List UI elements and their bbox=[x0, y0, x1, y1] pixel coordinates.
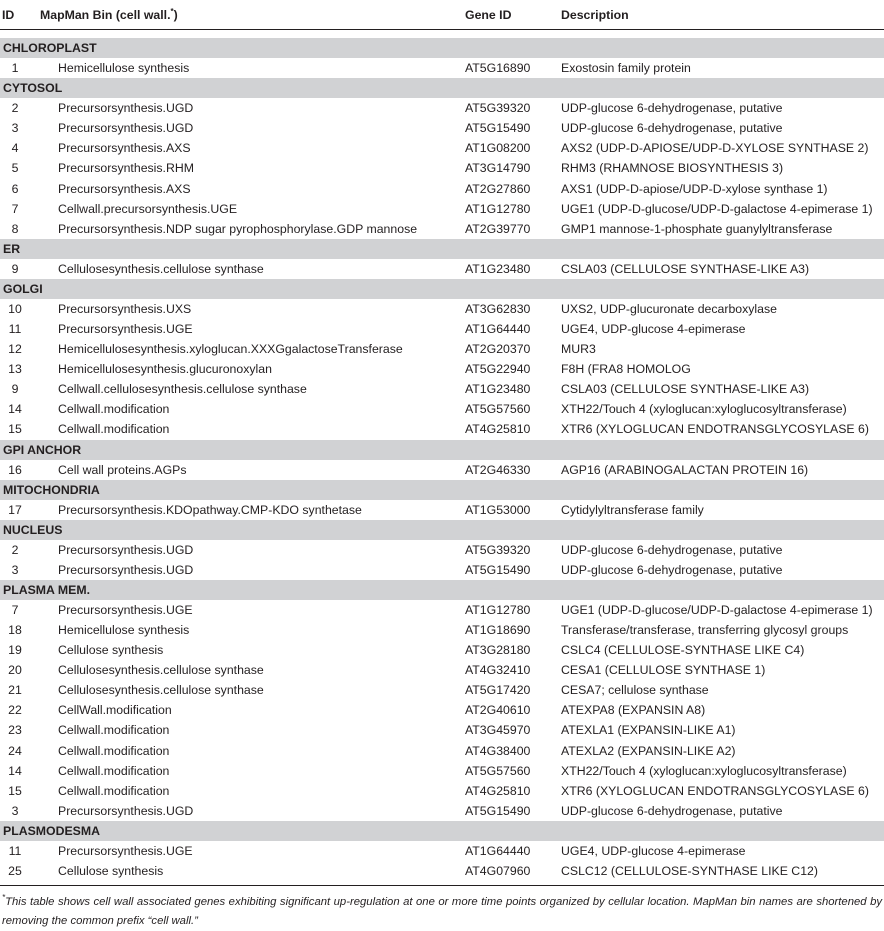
table-row bbox=[0, 98, 884, 118]
row-mapman-bin: Hemicellulose synthesis bbox=[58, 623, 190, 638]
row-description: XTH22/Touch 4 (xyloglucan:xyloglucosyltransferase) bbox=[561, 402, 847, 417]
table-row bbox=[0, 259, 884, 279]
table-row bbox=[0, 801, 884, 821]
row-mapman-bin: Hemicellulosesynthesis.xyloglucan.XXXGgalactoseTransferase bbox=[58, 342, 403, 357]
row-mapman-bin: Cellwall.cellulosesynthesis.cellulose synthase bbox=[58, 382, 307, 397]
row-id: 17 bbox=[8, 502, 22, 517]
footnote-marker: * bbox=[2, 893, 6, 903]
section-label: NUCLEUS bbox=[0, 520, 884, 540]
row-id: 3 bbox=[11, 803, 19, 818]
row-mapman-bin: Cellulosesynthesis.cellulose synthase bbox=[58, 261, 264, 276]
row-gene-id: AT4G25810 bbox=[465, 783, 531, 798]
table-row bbox=[0, 841, 884, 861]
footnote-marker: * bbox=[170, 6, 174, 16]
header-id: ID bbox=[0, 0, 30, 30]
row-mapman-bin: Precursorsynthesis.UGD bbox=[58, 121, 194, 136]
row-id: 9 bbox=[11, 261, 19, 276]
row-description: UGE4, UDP-glucose 4-epimerase bbox=[561, 321, 746, 336]
row-gene-id: AT1G53000 bbox=[465, 502, 531, 517]
row-description: UGE1 (UDP-D-glucose/UDP-D-galactose 4-epimerase 1) bbox=[561, 201, 873, 216]
table-row bbox=[0, 299, 884, 319]
spacer-row bbox=[0, 30, 884, 39]
row-mapman-bin: Cellwall.modification bbox=[58, 783, 170, 798]
section-label: ER bbox=[0, 239, 884, 259]
row-gene-id: AT5G15490 bbox=[465, 803, 531, 818]
row-gene-id: AT5G16890 bbox=[465, 61, 531, 76]
row-mapman-bin: Cellwall.modification bbox=[58, 743, 170, 758]
table-row bbox=[0, 600, 884, 620]
row-gene-id: AT5G22940 bbox=[465, 362, 531, 377]
row-description: UDP-glucose 6-dehydrogenase, putative bbox=[561, 803, 783, 818]
row-description: ATEXLA1 (EXPANSIN-LIKE A1) bbox=[561, 723, 736, 738]
row-id: 2 bbox=[11, 542, 19, 557]
row-description: CESA1 (CELLULOSE SYNTHASE 1) bbox=[561, 663, 766, 678]
table-row bbox=[0, 319, 884, 339]
row-gene-id: AT5G17420 bbox=[465, 683, 531, 698]
row-mapman-bin: Precursorsynthesis.UGE bbox=[58, 321, 193, 336]
row-gene-id: AT4G38400 bbox=[465, 743, 531, 758]
section-row bbox=[0, 440, 884, 460]
table-header bbox=[0, 0, 884, 30]
row-id: 20 bbox=[8, 663, 22, 678]
row-id: 13 bbox=[8, 362, 22, 377]
row-description: CSLA03 (CELLULOSE SYNTHASE-LIKE A3) bbox=[561, 382, 810, 397]
row-mapman-bin: Precursorsynthesis.AXS bbox=[58, 141, 191, 156]
row-description: Transferase/transferase, transferring glycosyl groups bbox=[561, 623, 849, 638]
row-gene-id: AT2G46330 bbox=[465, 462, 531, 477]
row-id: 4 bbox=[11, 141, 19, 156]
row-id: 2 bbox=[11, 101, 19, 116]
table-row bbox=[0, 720, 884, 740]
header-description: Description bbox=[561, 0, 884, 30]
row-mapman-bin: Cellulose synthesis bbox=[58, 864, 164, 879]
section-label: CHLOROPLAST bbox=[0, 38, 884, 58]
row-id: 19 bbox=[8, 643, 22, 658]
table-row bbox=[0, 640, 884, 660]
row-description: F8H (FRA8 HOMOLOG bbox=[561, 362, 691, 377]
row-id: 18 bbox=[8, 623, 22, 638]
spacer-cell bbox=[0, 30, 884, 39]
row-gene-id: AT3G62830 bbox=[465, 301, 531, 316]
row-mapman-bin: Cellwall.modification bbox=[58, 763, 170, 778]
row-description: XTR6 (XYLOGLUCAN ENDOTRANSGLYCOSYLASE 6) bbox=[561, 422, 869, 437]
row-mapman-bin: Cellulose synthesis bbox=[58, 643, 164, 658]
table-row bbox=[0, 620, 884, 640]
section-row bbox=[0, 78, 884, 98]
row-id: 7 bbox=[11, 201, 19, 216]
row-mapman-bin: Cellwall.modification bbox=[58, 402, 170, 417]
section-row bbox=[0, 580, 884, 600]
row-description: Exostosin family protein bbox=[561, 61, 691, 76]
row-description: GMP1 mannose-1-phosphate guanylyltransferase bbox=[561, 221, 833, 236]
section-label: PLASMA MEM. bbox=[0, 580, 884, 600]
row-gene-id: AT4G32410 bbox=[465, 663, 531, 678]
table-row bbox=[0, 680, 884, 700]
row-description: AXS1 (UDP-D-apiose/UDP-D-xylose synthase 1) bbox=[561, 181, 828, 196]
row-description: XTR6 (XYLOGLUCAN ENDOTRANSGLYCOSYLASE 6) bbox=[561, 783, 869, 798]
section-row bbox=[0, 239, 884, 259]
table-row bbox=[0, 660, 884, 680]
header-row bbox=[0, 0, 884, 30]
table-row bbox=[0, 741, 884, 761]
row-description: UGE4, UDP-glucose 4-epimerase bbox=[561, 843, 746, 858]
section-row bbox=[0, 279, 884, 299]
row-id: 22 bbox=[8, 703, 22, 718]
row-gene-id: AT1G08200 bbox=[465, 141, 531, 156]
section-row bbox=[0, 520, 884, 540]
row-mapman-bin: Cell wall proteins.AGPs bbox=[58, 462, 187, 477]
row-id: 11 bbox=[8, 321, 22, 336]
row-gene-id: AT3G45970 bbox=[465, 723, 531, 738]
row-mapman-bin: Cellwall.modification bbox=[58, 723, 170, 738]
row-mapman-bin: Precursorsynthesis.UGD bbox=[58, 562, 194, 577]
table-row bbox=[0, 219, 884, 239]
row-id: 10 bbox=[8, 301, 22, 316]
row-id: 21 bbox=[8, 683, 22, 698]
section-label: GOLGI bbox=[0, 279, 884, 299]
section-row bbox=[0, 480, 884, 500]
table-row bbox=[0, 339, 884, 359]
row-gene-id: AT4G07960 bbox=[465, 864, 531, 879]
row-id: 3 bbox=[11, 562, 19, 577]
row-description: UDP-glucose 6-dehydrogenase, putative bbox=[561, 562, 783, 577]
table-row bbox=[0, 379, 884, 399]
row-id: 25 bbox=[8, 864, 22, 879]
row-gene-id: AT1G12780 bbox=[465, 602, 531, 617]
row-gene-id: AT5G15490 bbox=[465, 562, 531, 577]
row-mapman-bin: Precursorsynthesis.AXS bbox=[58, 181, 191, 196]
header-bin-label: MapMan Bin (cell wall. bbox=[40, 7, 171, 22]
footnote bbox=[0, 885, 884, 931]
table-row bbox=[0, 118, 884, 138]
section-label: MITOCHONDRIA bbox=[0, 480, 884, 500]
row-gene-id: AT3G14790 bbox=[465, 161, 531, 176]
table-row bbox=[0, 500, 884, 520]
row-mapman-bin: CellWall.modification bbox=[58, 703, 172, 718]
row-id: 12 bbox=[8, 342, 22, 357]
row-description: UXS2, UDP-glucuronate decarboxylase bbox=[561, 301, 777, 316]
row-id: 15 bbox=[8, 422, 22, 437]
table-row bbox=[0, 540, 884, 560]
row-mapman-bin: Precursorsynthesis.NDP sugar pyrophosphorylase.GDP mannose bbox=[58, 221, 418, 236]
header-mapman-bin bbox=[30, 0, 465, 30]
row-gene-id: AT2G27860 bbox=[465, 181, 531, 196]
row-gene-id: AT5G57560 bbox=[465, 402, 531, 417]
table-row bbox=[0, 419, 884, 439]
section-label: GPI ANCHOR bbox=[0, 440, 884, 460]
row-id: 9 bbox=[11, 382, 19, 397]
row-description: AGP16 (ARABINOGALACTAN PROTEIN 16) bbox=[561, 462, 809, 477]
row-id: 11 bbox=[8, 843, 22, 858]
row-gene-id: AT2G39770 bbox=[465, 221, 531, 236]
row-id: 7 bbox=[11, 602, 19, 617]
row-mapman-bin: Precursorsynthesis.UGD bbox=[58, 101, 194, 116]
row-mapman-bin: Cellwall.precursorsynthesis.UGE bbox=[58, 201, 238, 216]
section-label: PLASMODESMA bbox=[0, 821, 884, 841]
table-row bbox=[0, 158, 884, 178]
row-gene-id: AT5G39320 bbox=[465, 542, 531, 557]
header-bin-close: ) bbox=[173, 7, 178, 22]
row-description: CSLC12 (CELLULOSE-SYNTHASE LIKE C12) bbox=[561, 864, 818, 879]
row-gene-id: AT1G18690 bbox=[465, 623, 531, 638]
row-gene-id: AT1G64440 bbox=[465, 321, 531, 336]
row-id: 1 bbox=[11, 61, 19, 76]
table-row bbox=[0, 761, 884, 781]
table-row bbox=[0, 399, 884, 419]
table-row bbox=[0, 359, 884, 379]
row-id: 23 bbox=[8, 723, 22, 738]
row-mapman-bin: Precursorsynthesis.KDOpathway.CMP-KDO synthetase bbox=[58, 502, 362, 517]
row-id: 5 bbox=[11, 161, 19, 176]
row-gene-id: AT1G12780 bbox=[465, 201, 531, 216]
row-description: CESA7; cellulose synthase bbox=[561, 683, 709, 698]
row-gene-id: AT5G15490 bbox=[465, 121, 531, 136]
table-body bbox=[0, 30, 884, 882]
row-description: UGE1 (UDP-D-glucose/UDP-D-galactose 4-epimerase 1) bbox=[561, 602, 873, 617]
row-id: 14 bbox=[8, 402, 22, 417]
row-description: Cytidylyltransferase family bbox=[561, 502, 704, 517]
row-gene-id: AT1G23480 bbox=[465, 382, 531, 397]
row-mapman-bin: Precursorsynthesis.UGE bbox=[58, 602, 193, 617]
header-gene-id: Gene ID bbox=[465, 0, 561, 30]
row-mapman-bin: Cellulosesynthesis.cellulose synthase bbox=[58, 663, 264, 678]
row-gene-id: AT4G25810 bbox=[465, 422, 531, 437]
row-description: ATEXPA8 (EXPANSIN A8) bbox=[561, 703, 706, 718]
row-description: UDP-glucose 6-dehydrogenase, putative bbox=[561, 121, 783, 136]
row-mapman-bin: Hemicellulosesynthesis.glucuronoxylan bbox=[58, 362, 272, 377]
row-mapman-bin: Cellwall.modification bbox=[58, 422, 170, 437]
row-description: MUR3 bbox=[561, 342, 596, 357]
row-gene-id: AT2G20370 bbox=[465, 342, 531, 357]
row-gene-id: AT5G39320 bbox=[465, 101, 531, 116]
row-id: 6 bbox=[11, 181, 19, 196]
row-gene-id: AT3G28180 bbox=[465, 643, 531, 658]
table-row bbox=[0, 700, 884, 720]
row-mapman-bin: Precursorsynthesis.UXS bbox=[58, 301, 192, 316]
section-label: CYTOSOL bbox=[0, 78, 884, 98]
table-row bbox=[0, 138, 884, 158]
row-mapman-bin: Precursorsynthesis.RHM bbox=[58, 161, 194, 176]
row-description: UDP-glucose 6-dehydrogenase, putative bbox=[561, 101, 783, 116]
row-id: 24 bbox=[8, 743, 22, 758]
row-description: UDP-glucose 6-dehydrogenase, putative bbox=[561, 542, 783, 557]
table-row bbox=[0, 560, 884, 580]
row-id: 8 bbox=[11, 221, 19, 236]
row-mapman-bin: Cellulosesynthesis.cellulose synthase bbox=[58, 683, 264, 698]
table-row bbox=[0, 178, 884, 198]
table-row bbox=[0, 861, 884, 881]
row-description: AXS2 (UDP-D-APIOSE/UDP-D-XYLOSE SYNTHASE 2) bbox=[561, 141, 869, 156]
row-id: 3 bbox=[11, 121, 19, 136]
footnote-text: This table shows cell wall associated genes exhibiting significant up-regulation at one or more time points organized by cellular location. MapMan bin names are shortened by removing the common prefix “cell wall.” bbox=[2, 896, 882, 928]
row-id: 16 bbox=[8, 462, 22, 477]
row-description: ATEXLA2 (EXPANSIN-LIKE A2) bbox=[561, 743, 736, 758]
row-description: CSLC4 (CELLULOSE-SYNTHASE LIKE C4) bbox=[561, 643, 805, 658]
row-gene-id: AT2G40610 bbox=[465, 703, 531, 718]
row-description: CSLA03 (CELLULOSE SYNTHASE-LIKE A3) bbox=[561, 261, 810, 276]
row-mapman-bin: Hemicellulose synthesis bbox=[58, 61, 190, 76]
row-mapman-bin: Precursorsynthesis.UGD bbox=[58, 803, 194, 818]
row-gene-id: AT1G64440 bbox=[465, 843, 531, 858]
table-row bbox=[0, 781, 884, 801]
row-gene-id: AT5G57560 bbox=[465, 763, 531, 778]
row-mapman-bin: Precursorsynthesis.UGD bbox=[58, 542, 194, 557]
row-description: XTH22/Touch 4 (xyloglucan:xyloglucosyltransferase) bbox=[561, 763, 847, 778]
row-id: 15 bbox=[8, 783, 22, 798]
row-id: 14 bbox=[8, 763, 22, 778]
row-mapman-bin: Precursorsynthesis.UGE bbox=[58, 843, 193, 858]
table-row bbox=[0, 460, 884, 480]
row-description: RHM3 (RHAMNOSE BIOSYNTHESIS 3) bbox=[561, 161, 784, 176]
table-row bbox=[0, 199, 884, 219]
section-row bbox=[0, 821, 884, 841]
row-gene-id: AT1G23480 bbox=[465, 261, 531, 276]
section-row bbox=[0, 38, 884, 58]
table-row bbox=[0, 58, 884, 78]
